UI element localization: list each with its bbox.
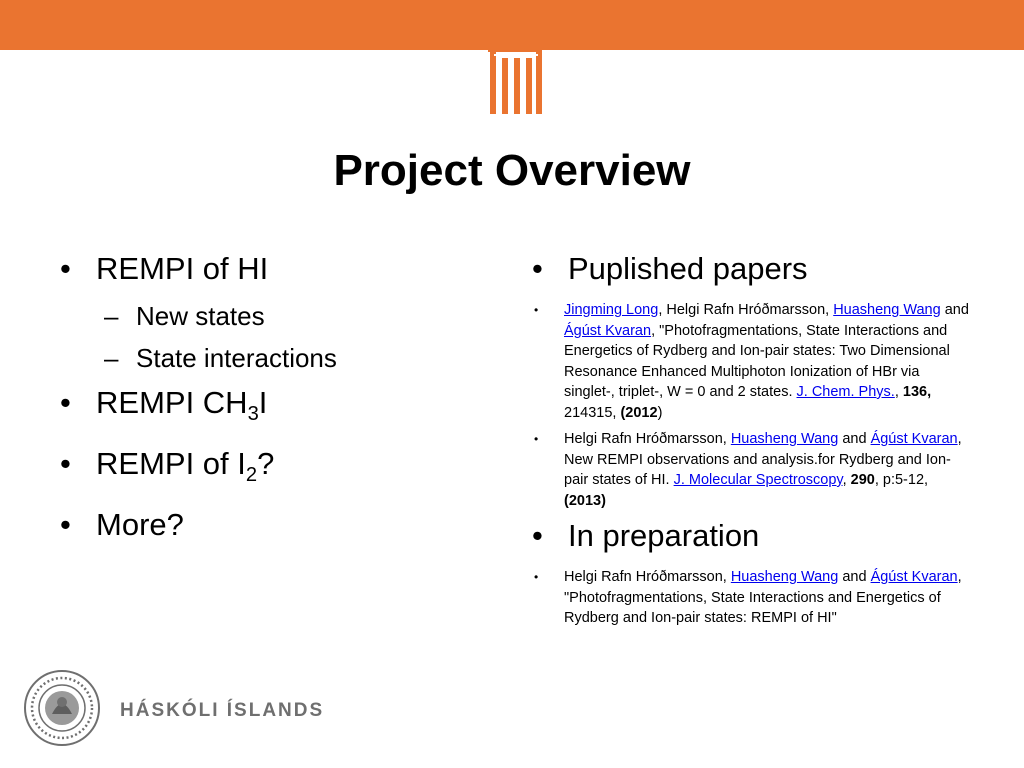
ref-text: 214315, bbox=[564, 404, 621, 421]
bullet-icon: • bbox=[534, 570, 539, 584]
ref-year: 2012 bbox=[625, 404, 658, 421]
bullet-icon: • bbox=[532, 518, 543, 553]
ref-text: , Helgi Rafn Hróðmarsson, bbox=[658, 302, 834, 318]
slide-title: Project Overview bbox=[333, 146, 691, 195]
author-link-agust-kvaran[interactable]: Ágúst Kvaran bbox=[870, 431, 958, 447]
subbullet-text: New states bbox=[136, 301, 265, 331]
bullet-rempi-i2 bbox=[58, 445, 488, 494]
university-seal-icon bbox=[22, 668, 102, 748]
subscript-3: 3 bbox=[247, 403, 259, 426]
left-column bbox=[58, 250, 488, 556]
ref-volume: 290 bbox=[850, 472, 875, 488]
ref-text: Helgi Rafn Hróðmarsson, bbox=[564, 431, 731, 447]
journal-link-j-molecular-spectroscopy[interactable]: J. Molecular Spectroscopy bbox=[673, 472, 843, 488]
bullet-icon: • bbox=[534, 303, 539, 317]
bullet-icon: • bbox=[60, 385, 71, 420]
bullet-more bbox=[58, 506, 488, 544]
ref-text: , bbox=[894, 384, 903, 400]
bullet-icon: • bbox=[532, 251, 543, 286]
subbullet-new-states bbox=[58, 300, 488, 332]
subbullet-state-interactions bbox=[58, 342, 488, 374]
author-link-agust-kvaran[interactable]: Ágúst Kvaran bbox=[870, 569, 958, 585]
published-papers-heading bbox=[530, 250, 970, 288]
ref-text: and bbox=[838, 569, 871, 585]
ref-text: Helgi Rafn Hróðmarsson, bbox=[564, 569, 731, 585]
bullet-text: REMPI CH bbox=[96, 385, 248, 420]
heading-text: Puplished papers bbox=[568, 251, 808, 286]
subbullet-text: State interactions bbox=[136, 343, 337, 373]
bullet-text-suffix: ? bbox=[257, 446, 275, 482]
in-preparation-heading bbox=[530, 517, 970, 555]
bullet-rempi-hi bbox=[58, 250, 488, 288]
ref-volume: 136, bbox=[902, 384, 932, 400]
bullet-icon: • bbox=[534, 432, 539, 446]
bullet-icon: • bbox=[60, 251, 71, 286]
ref-text: , "Photofragmentations, State Interactions and Energetics of Rydberg and Ion-pair states: REMPI of HI" bbox=[564, 569, 962, 626]
author-link-huasheng-wang[interactable]: Huasheng Wang bbox=[730, 569, 839, 585]
heading-text: In preparation bbox=[568, 518, 760, 553]
ref-text: , p:5-12, bbox=[874, 472, 929, 488]
reference-hbr-2012 bbox=[530, 300, 970, 423]
author-link-huasheng-wang[interactable]: Huasheng Wang bbox=[833, 302, 941, 318]
ref-text: , "Photofragmentations, State Interactions and Energetics of Rydberg and Ion-pair states: Two Dimensional Resonance Enhanced Multiphoton Ionization of HBr via singlet-, triplet-, W = 0 and 2 states. bbox=[564, 322, 950, 400]
ref-text: and bbox=[940, 302, 969, 318]
bullet-icon: • bbox=[60, 446, 71, 482]
journal-link-j-chem-phys[interactable]: J. Chem. Phys. bbox=[796, 384, 895, 400]
ref-text: , bbox=[842, 472, 851, 488]
university-name: HÁSKÓLI ÍSLANDS bbox=[120, 700, 325, 721]
bullet-text: More? bbox=[96, 507, 184, 543]
bullet-rempi-ch3i bbox=[58, 384, 488, 433]
author-link-jingming-long[interactable]: Jingming Long bbox=[564, 302, 659, 318]
author-link-agust-kvaran[interactable]: Ágúst Kvaran bbox=[564, 322, 652, 339]
ref-year: (2013) bbox=[564, 492, 606, 509]
right-column bbox=[530, 250, 970, 635]
dash-icon: – bbox=[104, 343, 119, 373]
bullet-text: REMPI of I bbox=[96, 446, 246, 482]
bullet-text: REMPI of HI bbox=[96, 251, 269, 286]
reference-hi-2013 bbox=[530, 429, 970, 511]
subscript-2: 2 bbox=[245, 464, 258, 487]
ref-year-open: ( bbox=[620, 404, 626, 421]
bullet-icon: • bbox=[60, 507, 71, 543]
dash-icon: – bbox=[104, 301, 119, 331]
ref-text: and bbox=[838, 431, 871, 447]
ref-year-close: ) bbox=[657, 404, 663, 421]
bullet-text-suffix: I bbox=[258, 385, 268, 420]
university-logo-icon bbox=[460, 42, 570, 122]
ref-text: , New REMPI observations and analysis.for Rydberg and Ion-pair states of HI. bbox=[564, 431, 962, 488]
author-link-huasheng-wang[interactable]: Huasheng Wang bbox=[730, 431, 839, 447]
reference-in-preparation bbox=[530, 567, 970, 629]
